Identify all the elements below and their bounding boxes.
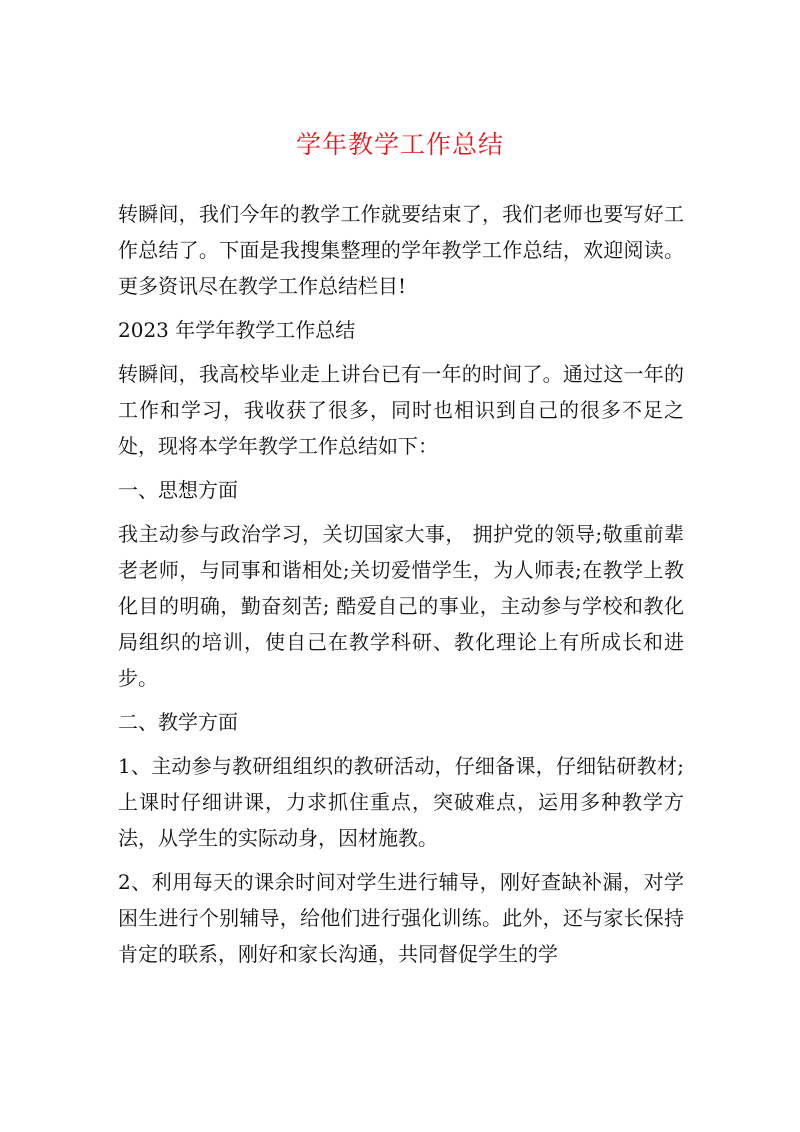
- summary-intro-paragraph: 转瞬间，我高校毕业走上讲台已有一年的时间了。通过这一年的工作和学习，我收获了很多，同时也相识到自己的很多不足之处，现将本学年教学工作总结如下：: [118, 362, 684, 458]
- document-title: 学年教学工作总结: [295, 130, 504, 159]
- document-body: [118, 196, 684, 972]
- section-heading-teaching: 二、教学方面: [118, 710, 238, 734]
- section-heading-thought: 一、思想方面: [118, 478, 238, 502]
- intro-paragraph: 转瞬间，我们今年的教学工作就要结束了，我们老师也要写好工作总结了。下面是我搜集整理的学年教学工作总结，欢迎阅读。更多资讯尽在教学工作总结栏目!: [118, 202, 684, 298]
- thought-paragraph: 我主动参与政治学习，关切国家大事， 拥护党的领导;敬重前辈老老师，与同事和谐相处;关切爱惜学生，为人师表;在教学上教化目的明确，勤奋刻苦; 酷爱自己的事业，主动参与学校和教化局组织的培训，使自己在教学科研、教化理论上有所成长和进步。: [118, 522, 684, 690]
- section-heading-year-summary: 2023 年学年教学工作总结: [118, 318, 356, 342]
- teaching-item-2: 2、利用每天的课余时间对学生进行辅导，刚好查缺补漏，对学困生进行个别辅导，给他们进行强化训练。此外，还与家长保持肯定的联系，刚好和家长沟通，共同督促学生的学: [118, 870, 684, 966]
- teaching-item-1: 1、主动参与教研组组织的教研活动，仔细备课，仔细钻研教材;上课时仔细讲课，力求抓住重点，突破难点，运用多种教学方法，从学生的实际动身，因材施教。: [118, 754, 684, 850]
